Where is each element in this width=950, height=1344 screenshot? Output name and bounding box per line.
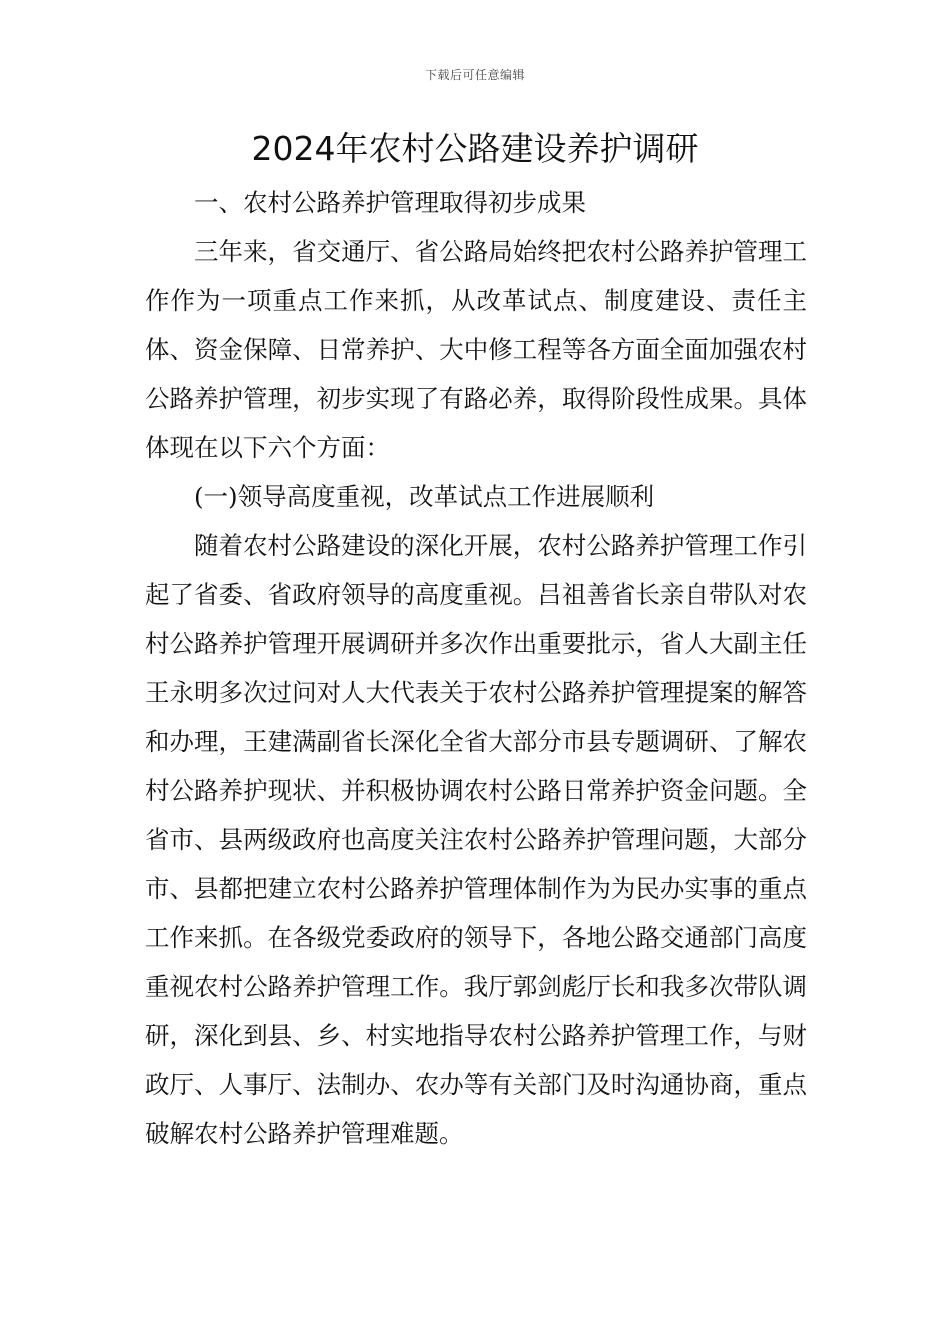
document-body xyxy=(145,178,807,1158)
section-heading: 一、农村公路养护管理取得初步成果 xyxy=(194,188,586,217)
document-title: 2024年农村公路建设养护调研 xyxy=(251,129,699,168)
body-paragraph: 随着农村公路建设的深化开展，农村公路养护管理工作引起了省委、省政府领导的高度重视。吕祖善省长亲自带队对农村公路养护管理开展调研并多次作出重要批示，省人大副主任王永明多次过问对人大代表关于农村公路养护管理提案的解答和办理，王建满副省长深化全省大部分市县专题调研、了解农村公路养护现状、并积极协调农村公路日常养护资金问题。全省市、县两级政府也高度关注农村公路养护管理问题，大部分市、县都把建立农村公路养护管理体制作为为民办实事的重点工作来抓。在各级党委政府的领导下，各地公路交通部门高度重视农村公路养护管理工作。我厅郭剑彪厅长和我多次带队调研，深化到县、乡、村实地指导农村公路养护管理工作，与财政厅、人事厅、法制办、农办等有关部门及时沟通协商，重点破解农村公路养护管理难题。 xyxy=(145,531,807,1148)
header-note: 下载后可任意编辑 xyxy=(424,68,525,82)
body-paragraph: 三年来，省交通厅、省公路局始终把农村公路养护管理工作作为一项重点工作来抓，从改革试点、制度建设、责任主体、资金保障、日常养护、大中修工程等各方面全面加强农村公路养护管理，初步实现了有路必养，取得阶段性成果。具体体现在以下六个方面： xyxy=(145,237,807,462)
subsection-heading: (一)领导高度重视，改革试点工作进展顺利 xyxy=(194,482,655,511)
